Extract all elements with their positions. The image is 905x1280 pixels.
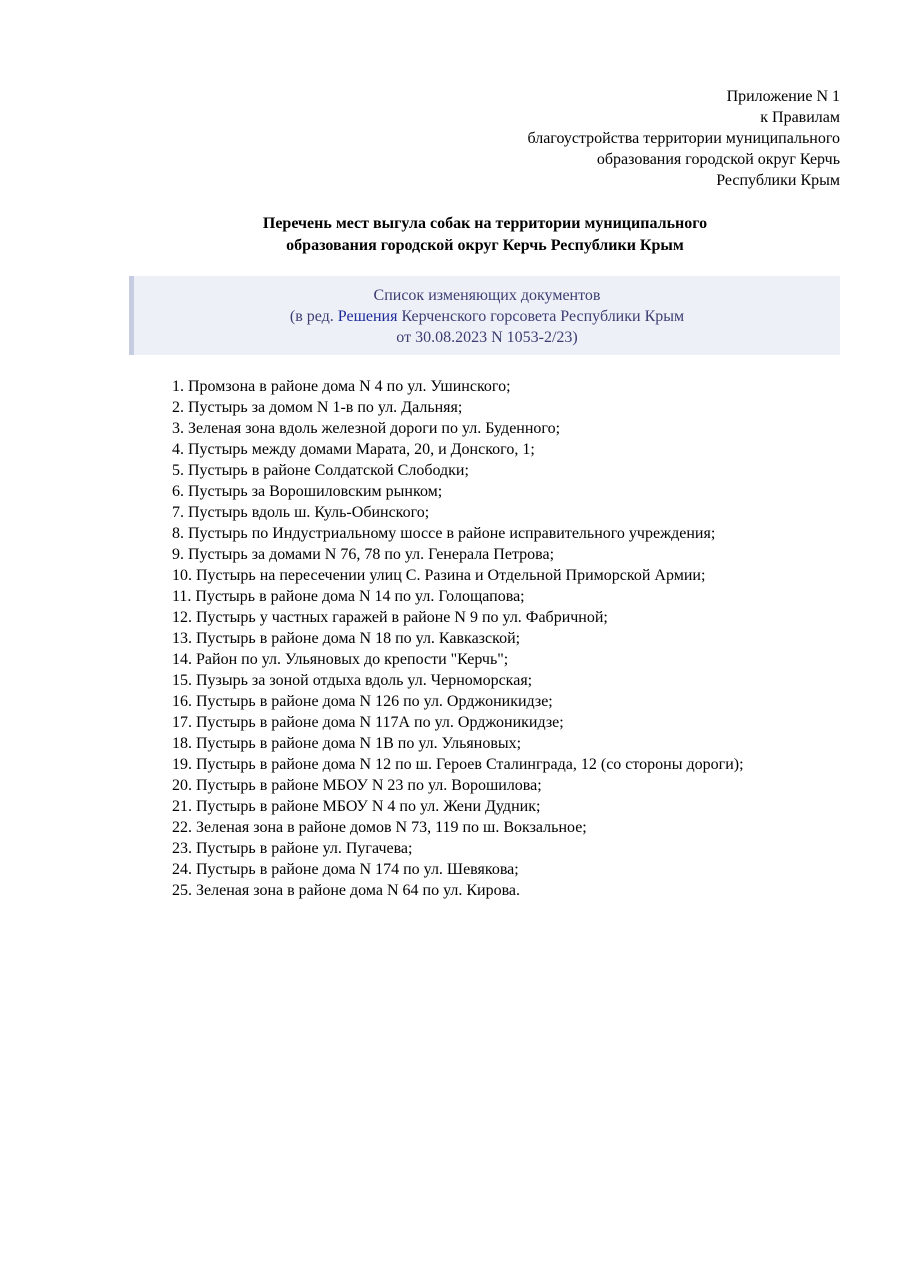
appendix-line: Республики Крым (716, 172, 840, 189)
amendments-suffix: Керченского горсовета Республики Крым (397, 308, 685, 325)
list-item: 22. Зеленая зона в районе домов N 73, 119 по ш. Вокзальное; (172, 819, 587, 836)
list-item: 4. Пустырь между домами Марата, 20, и Донского, 1; (172, 441, 535, 458)
appendix-line: образования городской округ Керчь (596, 151, 840, 168)
list-item: 6. Пустырь за Ворошиловским рынком; (172, 483, 443, 500)
amendments-heading: Список изменяющих документов (373, 287, 601, 304)
amendments-date: от 30.08.2023 N 1053-2/23) (396, 329, 578, 346)
list-item: 8. Пустырь по Индустриальному шоссе в районе исправительного учреждения; (172, 525, 716, 542)
list-item: 23. Пустырь в районе ул. Пугачева; (172, 840, 413, 857)
list-item: 5. Пустырь в районе Солдатской Слободки; (172, 462, 469, 479)
document-title-line: образования городской округ Керчь Республики Крым (286, 237, 684, 254)
dog-walking-places-list (172, 376, 872, 901)
appendix-line: к Правилам (760, 109, 840, 126)
list-item: 15. Пузырь за зоной отдыха вдоль ул. Черноморская; (172, 672, 533, 689)
document-title-line: Перечень мест выгула собак на территории муниципального (262, 215, 708, 232)
list-item: 9. Пустырь за домами N 76, 78 по ул. Генерала Петрова; (172, 546, 555, 563)
list-item: 24. Пустырь в районе дома N 174 по ул. Шевякова; (172, 861, 519, 878)
list-item: 12. Пустырь у частных гаражей в районе N 9 по ул. Фабричной; (172, 609, 608, 626)
amendments-reference (134, 306, 840, 327)
appendix-header (527, 86, 840, 191)
list-item: 3. Зеленая зона вдоль железной дороги по ул. Буденного; (172, 420, 561, 437)
list-item: 20. Пустырь в районе МБОУ N 23 по ул. Ворошилова; (172, 777, 542, 794)
decision-link[interactable]: Решения (337, 308, 398, 325)
list-item: 13. Пустырь в районе дома N 18 по ул. Кавказской; (172, 630, 521, 647)
list-item: 25. Зеленая зона в районе дома N 64 по ул. Кирова. (172, 882, 521, 899)
list-item: 11. Пустырь в районе дома N 14 по ул. Голощапова; (172, 588, 525, 605)
appendix-line: Приложение N 1 (726, 88, 840, 105)
list-item: 1. Промзона в районе дома N 4 по ул. Ушинского; (172, 378, 511, 395)
list-item: 7. Пустырь вдоль ш. Куль-Обинского; (172, 504, 430, 521)
list-item: 2. Пустырь за домом N 1-в по ул. Дальняя; (172, 399, 463, 416)
list-item: 16. Пустырь в районе дома N 126 по ул. Орджоникидзе; (172, 693, 553, 710)
list-item: 10. Пустырь на пересечении улиц С. Разина и Отдельной Приморской Армии; (172, 567, 706, 584)
list-item: 19. Пустырь в районе дома N 12 по ш. Героев Сталинграда, 12 (со стороны дороги); (172, 756, 744, 773)
appendix-line: благоустройства территории муниципального (527, 130, 840, 147)
document-title (160, 213, 810, 257)
amendments-prefix: (в ред. (289, 308, 338, 325)
amendments-box (129, 276, 840, 355)
list-item: 17. Пустырь в районе дома N 117А по ул. Орджоникидзе; (172, 714, 564, 731)
list-item: 14. Район по ул. Ульяновых до крепости "Керчь"; (172, 651, 509, 668)
list-item: 18. Пустырь в районе дома N 1В по ул. Ульяновых; (172, 735, 522, 752)
list-item: 21. Пустырь в районе МБОУ N 4 по ул. Жени Дудник; (172, 798, 541, 815)
